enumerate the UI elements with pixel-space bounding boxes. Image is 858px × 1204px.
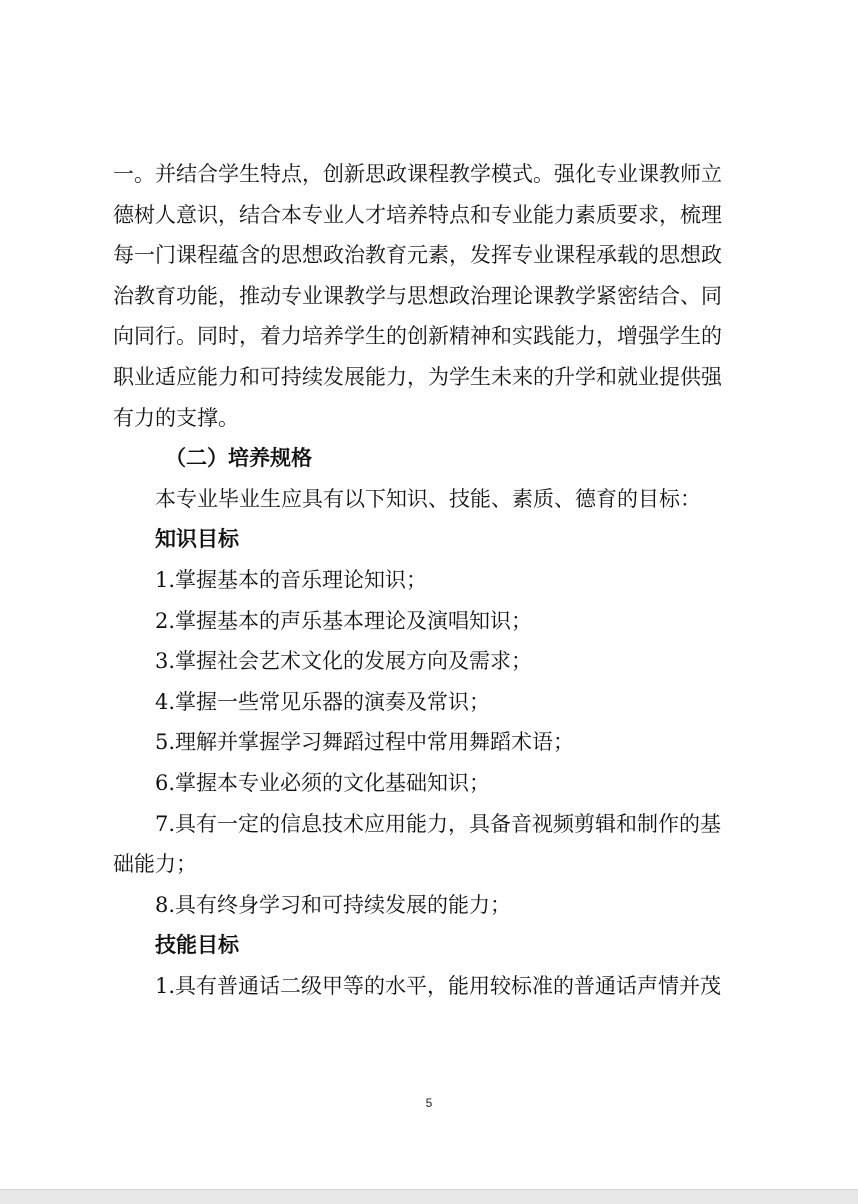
knowledge-item: 6.掌握本专业必须的文化基础知识； [155,770,491,795]
knowledge-item: 3.掌握社会艺术文化的发展方向及需求； [155,649,533,674]
knowledge-item: 4.掌握一些常见乐器的演奏及常识； [155,689,491,714]
paragraph-line: 职业适应能力和可持续发展能力，为学生未来的升学和就业提供强 [113,364,722,389]
knowledge-heading: 知识目标 [155,527,239,552]
paragraph-line: 每一门课程蕴含的思想政治教育元素，发挥专业课程承载的思想政 [113,243,722,268]
knowledge-item: 1.掌握基本的音乐理论知识； [155,567,428,592]
section-heading: （二）培养规格 [165,446,312,471]
page-number: 5 [425,1096,433,1110]
viewer-bottom-bar [0,1189,858,1204]
paragraph-line: 德树人意识，结合本专业人才培养特点和专业能力素质要求，梳理 [113,202,722,227]
skills-item: 1.具有普通话二级甲等的水平，能用较标准的普通话声情并茂 [155,973,722,998]
paragraph-line: 有力的支撑。 [113,405,239,430]
knowledge-item: 7.具有一定的信息技术应用能力，具备音视频剪辑和制作的基 [155,811,722,836]
knowledge-item: 2.掌握基本的声乐基本理论及演唱知识； [155,608,533,633]
paragraph-line: 一。并结合学生特点，创新思政课程教学模式。强化专业课教师立 [113,162,722,186]
paragraph-line: 向同行。同时，着力培养学生的创新精神和实践能力，增强学生的 [113,324,722,349]
knowledge-item-continuation: 础能力； [113,852,197,877]
document-body [113,154,755,1006]
knowledge-item: 8.具有终身学习和可持续发展的能力； [155,892,512,917]
paragraph-line: 治教育功能，推动专业课教学与思想政治理论课教学紧密结合、同 [113,283,722,308]
section-intro: 本专业毕业生应具有以下知识、技能、素质、德育的目标： [155,486,701,511]
knowledge-item: 5.理解并掌握学习舞蹈过程中常用舞蹈术语； [155,730,575,755]
skills-heading: 技能目标 [155,933,239,958]
